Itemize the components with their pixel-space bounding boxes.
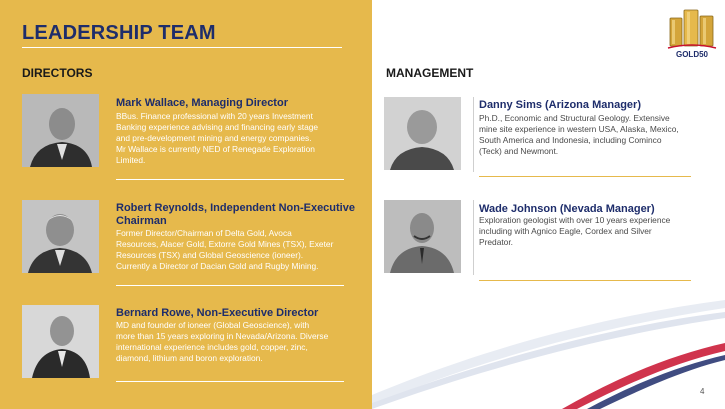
management-heading: MANAGEMENT (386, 66, 474, 80)
bio-line: MD and founder of ioneer (Global Geoscience), with (116, 320, 310, 330)
bio-line: Limited. (116, 155, 146, 165)
name-line: Chairman (116, 215, 167, 227)
divider (116, 381, 344, 382)
bio-line: Former Director/Chairman of Delta Gold, Avoca (116, 228, 292, 238)
bio-line: (Teck) and Newmont. (479, 146, 559, 156)
divider (116, 285, 344, 286)
divider (479, 280, 691, 281)
bio-line: and pre-development mining and energy companies. (116, 133, 312, 143)
person-portrait-icon (384, 97, 461, 170)
manager-photo-wade-johnson (384, 200, 461, 273)
director-bio (116, 320, 328, 364)
logo-wordmark: GOLD50 (675, 50, 708, 59)
manager-bio (479, 113, 679, 157)
bio-line: Currently a Director of Dacian Gold and Rugby Mining. (116, 261, 319, 271)
bio-line: international experience includes gold, copper, zinc, (116, 342, 308, 352)
director-photo-bernard-rowe (22, 305, 99, 378)
director-bio (116, 111, 318, 166)
person-portrait-icon (22, 305, 99, 378)
vertical-divider (473, 97, 474, 172)
bio-line: Mr Wallace is currently NED of Renegade Exploration (116, 144, 315, 154)
bio-line: BBus. Finance professional with 20 years Investment (116, 111, 313, 121)
page-number: 4 (700, 387, 705, 396)
manager-photo-danny-sims (384, 97, 461, 170)
gold-bars-icon (664, 4, 720, 50)
bio-line: Predator. (479, 237, 513, 247)
director-name (116, 202, 355, 228)
person-portrait-icon (384, 200, 461, 273)
vertical-divider (473, 200, 474, 275)
director-name: Mark Wallace, Managing Director (116, 97, 288, 109)
bio-line: Ph.D., Economic and Structural Geology. Extensive (479, 113, 670, 123)
person-portrait-icon (22, 200, 99, 273)
bio-line: more than 15 years exploring in Nevada/Arizona. Diverse (116, 331, 329, 341)
directors-heading: DIRECTORS (22, 66, 93, 80)
director-photo-mark-wallace (22, 94, 99, 167)
name-line: Robert Reynolds, Independent Non-Executive (116, 202, 355, 214)
title-divider (22, 47, 342, 48)
bio-line: Resources, Alacer Gold, Extorre Gold Mines (TSX), Exeter (116, 239, 334, 249)
bio-line: Banking experience advising and financing early stage (116, 122, 319, 132)
divider (479, 176, 691, 177)
manager-bio (479, 215, 670, 248)
manager-name: Wade Johnson (Nevada Manager) (479, 203, 655, 215)
page-title: LEADERSHIP TEAM (22, 22, 216, 44)
director-photo-robert-reynolds (22, 200, 99, 273)
bio-line: diamond, lithium and boron exploration. (116, 353, 263, 363)
divider (116, 179, 344, 180)
director-bio (116, 228, 333, 272)
director-name: Bernard Rowe, Non-Executive Director (116, 307, 319, 319)
gold50-logo (664, 4, 720, 64)
manager-name: Danny Sims (Arizona Manager) (479, 99, 641, 111)
bio-line: Resources (TSX) and Global Geoscience (ioneer). (116, 250, 304, 260)
bio-line: including with Agnico Eagle, Cordex and Silver (479, 226, 652, 236)
bio-line: mine site experience in western USA, Alaska, Mexico, (479, 124, 679, 134)
bio-line: South America and Indonesia, including Cominco (479, 135, 662, 145)
person-portrait-icon (22, 94, 99, 167)
bio-line: Exploration geologist with over 10 years experience (479, 215, 671, 225)
